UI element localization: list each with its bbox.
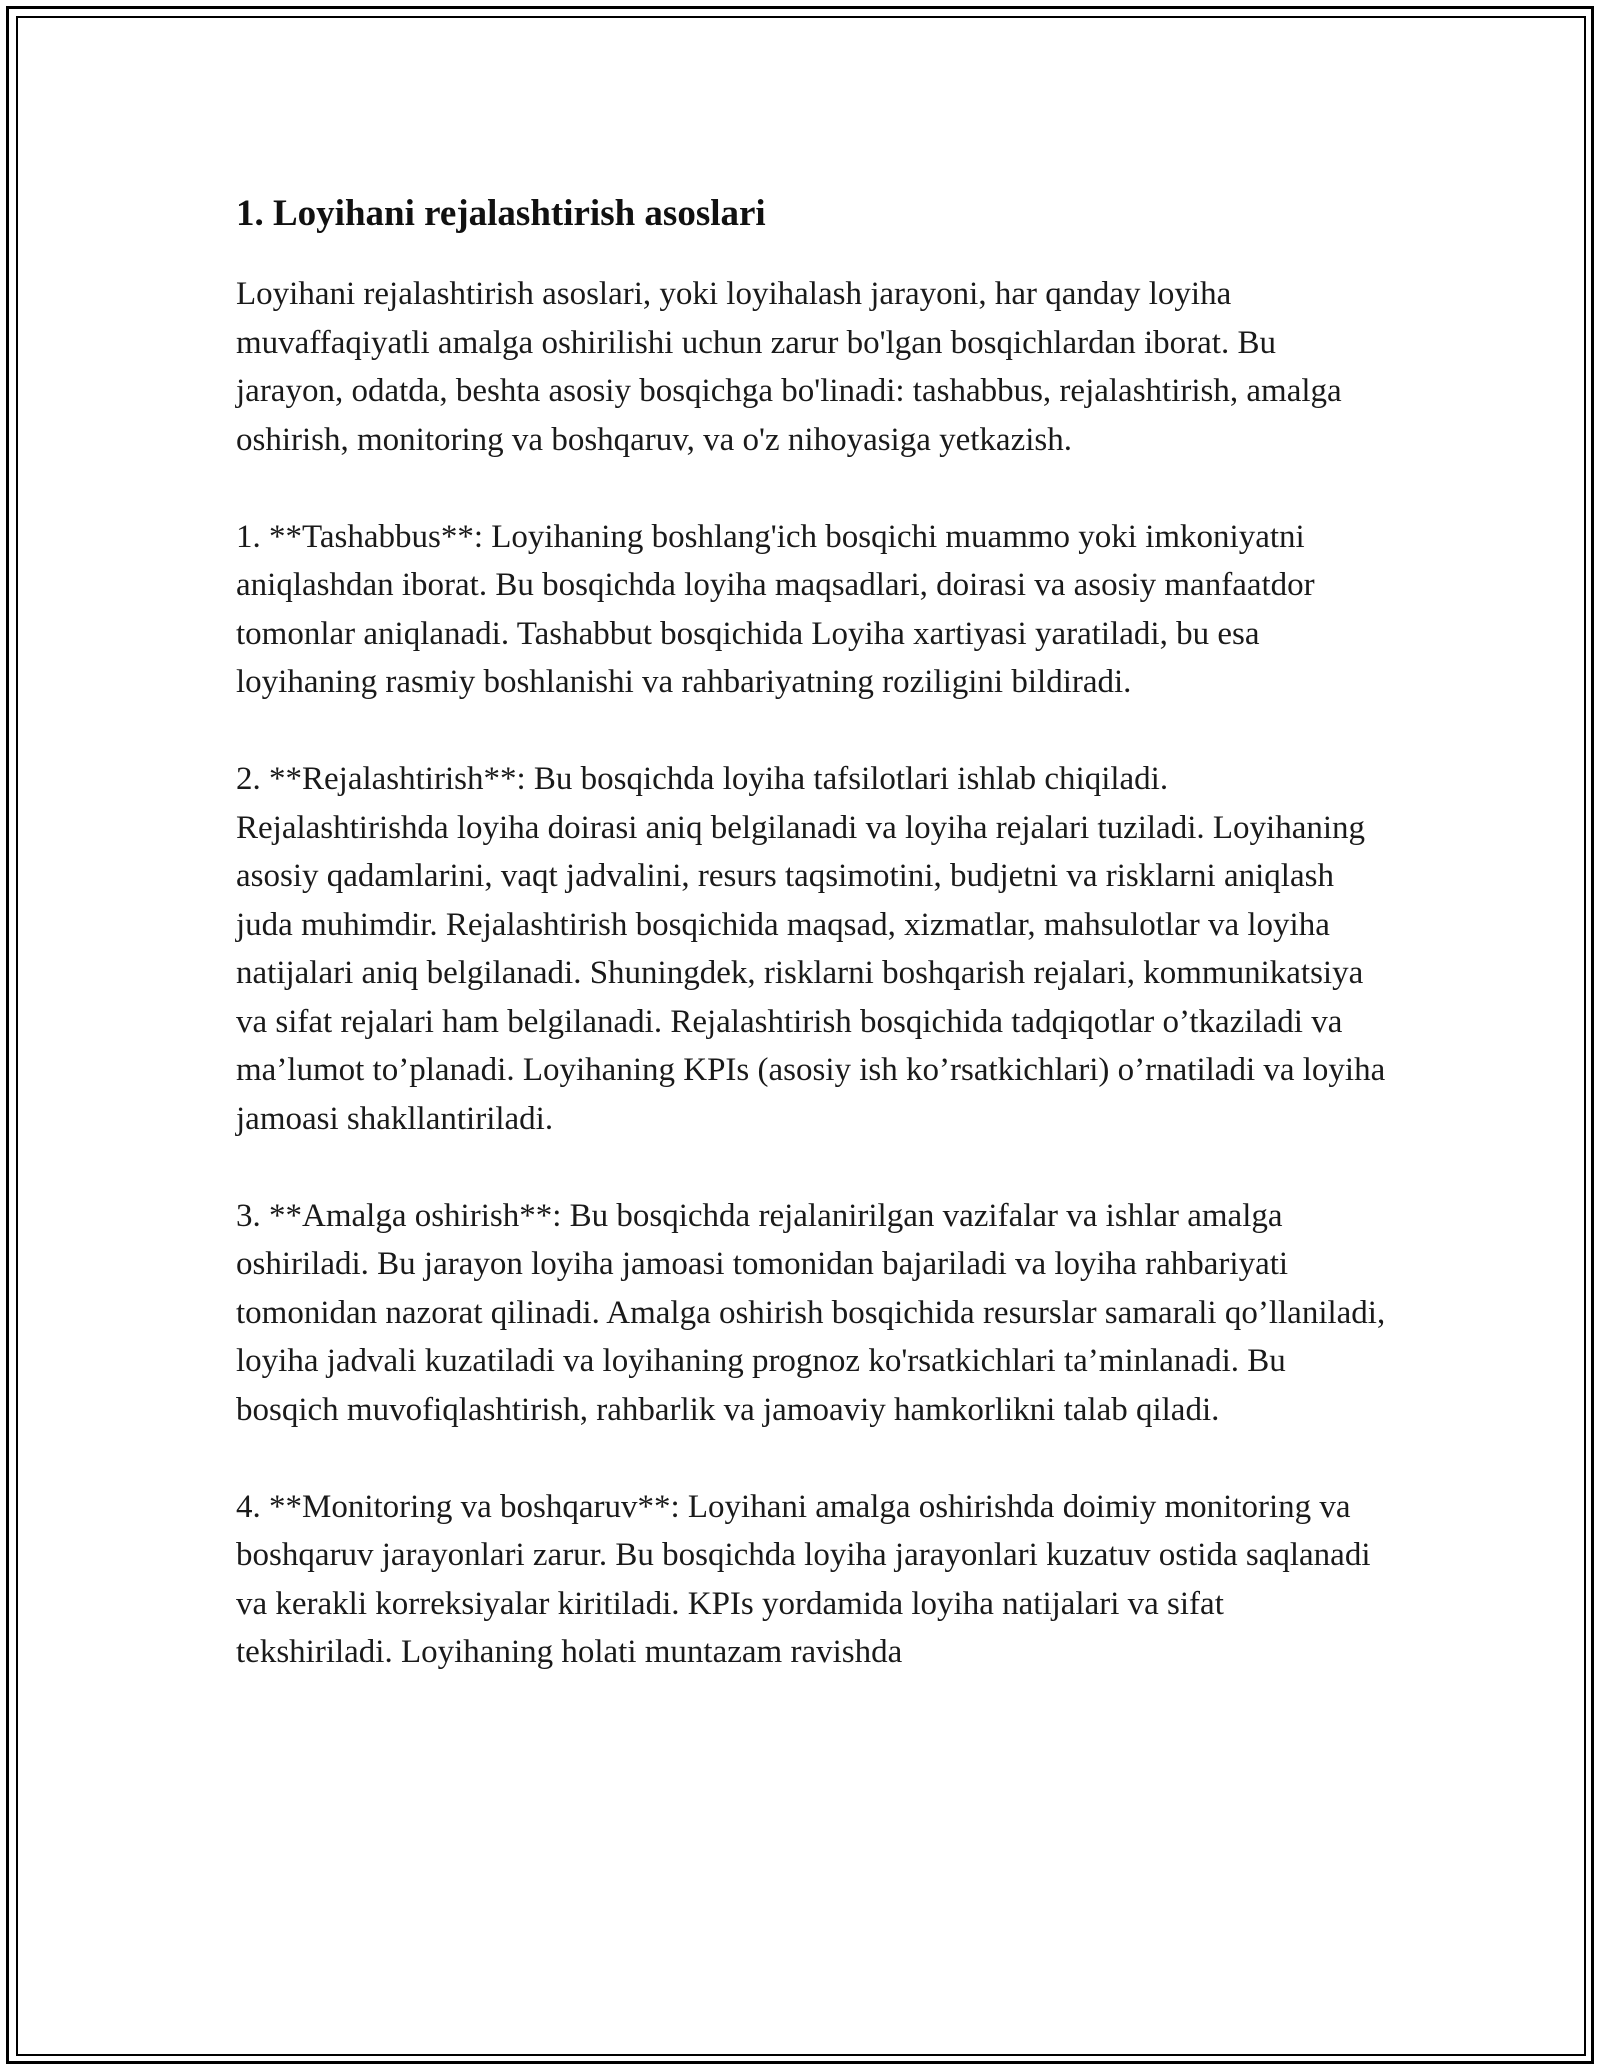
paragraph-rejalashtirish: 2. **Rejalashtirish**: Bu bosqichda loyiha tafsilotlari ishlab chiqiladi. Rejalashtirishda loyiha doirasi aniq belgilanadi va loyiha rejalari tuziladi. Loyihaning asosiy qadamlarini, vaqt jadvalini, resurs taqsimotini, budjetni va risklarni aniqlash juda muhimdir. Rejalashtirish bosqichida maqsad, xizmatlar, mahsulotlar va loyiha natijalari aniq belgilanadi. Shuningdek, risklarni boshqarish rejalari, kommunikatsiya va sifat rejalari ham belgilanadi. Rejalashtirish bosqichida tadqiqotlar o’tkaziladi va ma’lumot to’planadi. Loyihaning KPIs (asosiy ish ko’rsatkichlari) o’rnatiladi va loyiha jamoasi shakllantiriladi. xyxy=(236,761,1394,1137)
section-heading: 1. Loyihani rejalashtirish asoslari xyxy=(236,193,766,234)
intro-paragraph: Loyihani rejalashtirish asoslari, yoki loyihalash jarayoni, har qanday loyiha muvaffaqiyatli amalga oshirilishi uchun zarur bo'lgan bosqichlardan iborat. Bu jarayon, odatda, beshta asosiy bosqichga bo'linadi: tashabbus, rejalashtirish, amalga oshirish, monitoring va boshqaruv, va o'z nihoyasiga yetkazish. xyxy=(236,276,1350,458)
paragraph-monitoring: 4. **Monitoring va boshqaruv**: Loyihani amalga oshirishda doimiy monitoring va boshqaruv jarayonlari zarur. Bu bosqichda loyiha jarayonlari kuzatuv ostida saqlanadi va kerakli korreksiyalar kiritiladi. KPIs yordamida loyiha natijalari va sifat tekshiriladi. Loyihaning holati muntazam ravishda xyxy=(236,1488,1379,1671)
document-body xyxy=(236,180,1394,1725)
paragraph-tashabbus: 1. **Tashabbus**: Loyihaning boshlang'ich bosqichi muammo yoki imkoniyatni aniqlashdan iborat. Bu bosqichda loyiha maqsadlari, doirasi va asosiy manfaatdor tomonlar aniqlanadi. Tashabbut bosqichida Loyiha xartiyasi yaratiladi, bu esa loyihaning rasmiy boshlanishi va rahbariyatning roziligini bildiradi. xyxy=(236,518,1323,701)
paragraph-amalga-oshirish: 3. **Amalga oshirish**: Bu bosqichda rejalanirilgan vazifalar va ishlar amalga oshiriladi. Bu jarayon loyiha jamoasi tomonidan bajariladi va loyiha rahbariyati tomonidan nazorat qilinadi. Amalga oshirish bosqichida resurslar samarali qo’llaniladi, loyiha jadvali kuzatiladi va loyihaning prognoz ko'rsatkichlari ta’minlanadi. Bu bosqich muvofiqlashtirish, rahbarlik va jamoaviy hamkorlikni talab qiladi. xyxy=(236,1197,1394,1428)
